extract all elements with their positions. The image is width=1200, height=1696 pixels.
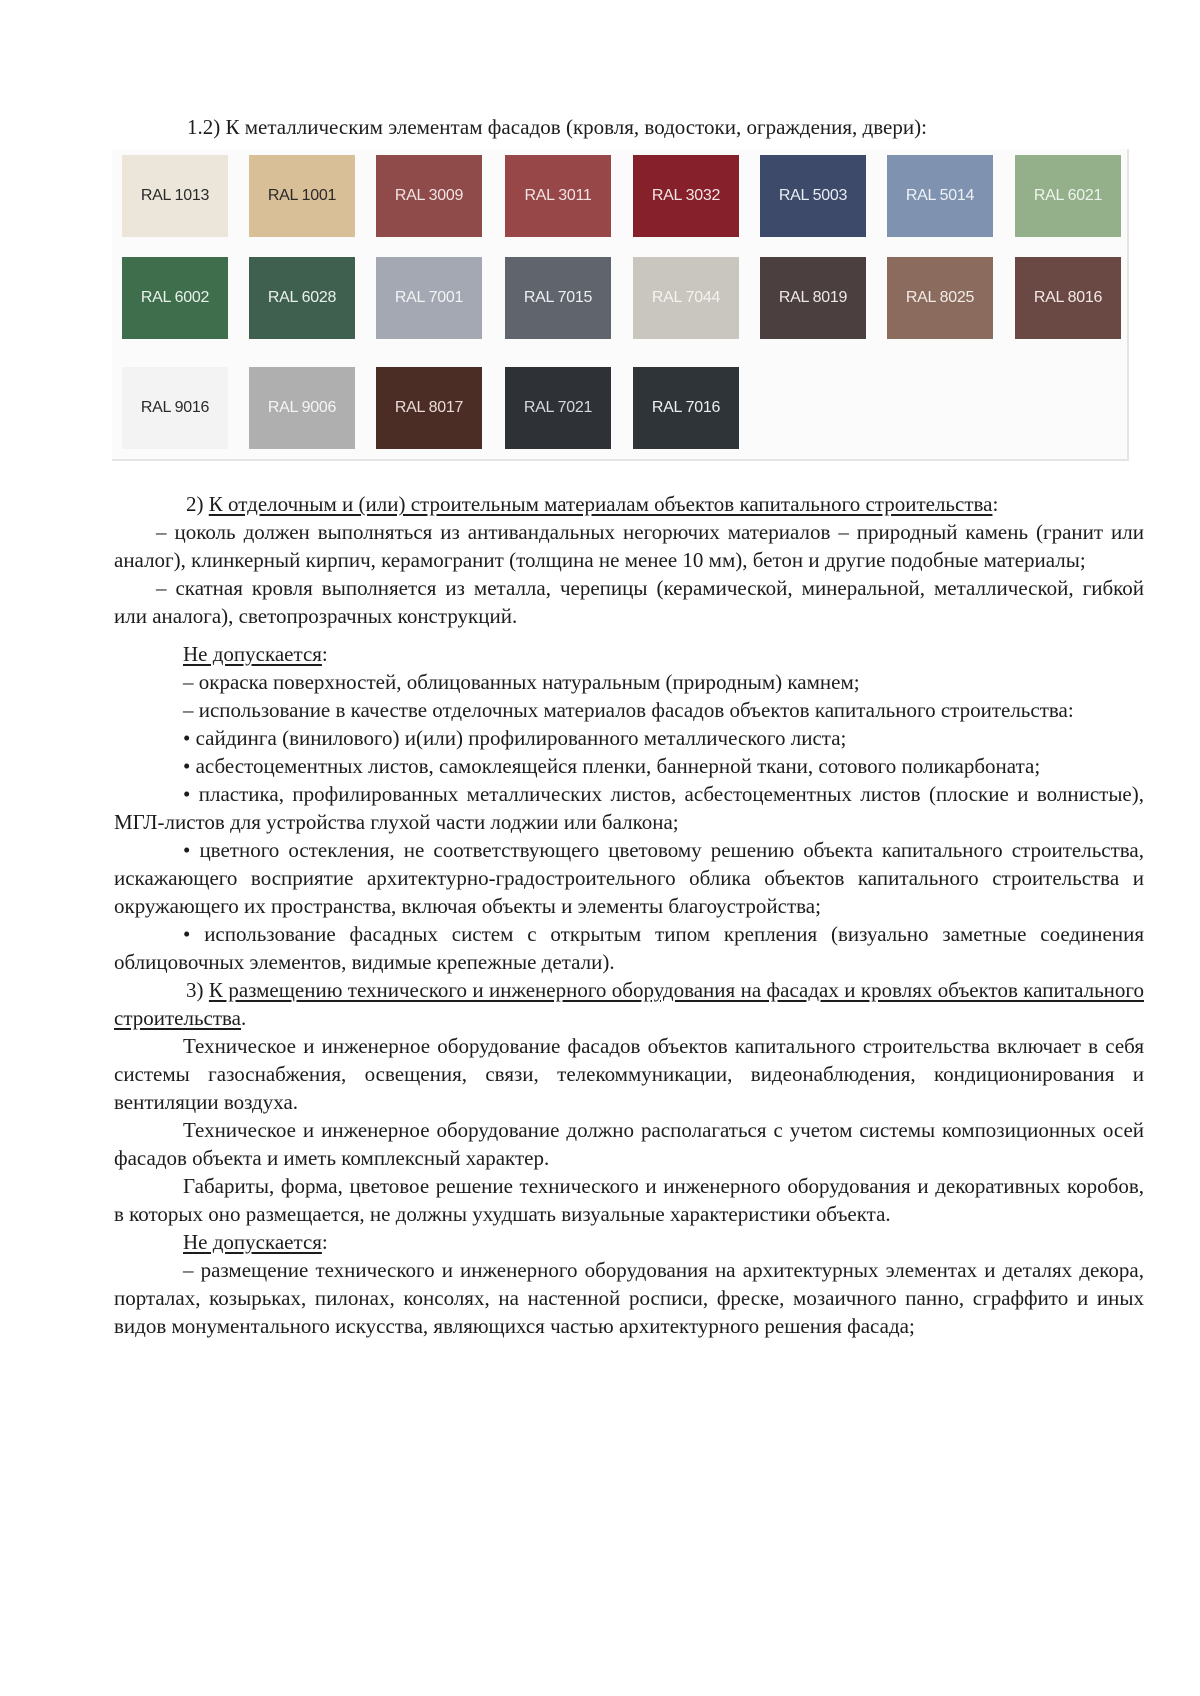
section-2-title: К отделочным и (или) строительным материалам объектов капитального строительства [208, 492, 993, 516]
color-swatch [633, 367, 739, 449]
color-swatch [249, 367, 355, 449]
prohibition-item: – использование в качестве отделочных материалов фасадов объектов капитального строительства: [183, 698, 1074, 722]
color-swatch [249, 257, 355, 339]
color-swatch [633, 257, 739, 339]
color-swatch [122, 367, 228, 449]
section-3-number: 3) [186, 978, 204, 1002]
roof-requirement: – скатная кровля выполняется из металла, черепицы (керамической, минеральной, металлической, гибкой или аналога), светопрозрачных конструкций. [114, 576, 1144, 628]
swatch-label: RAL 7021 [523, 399, 593, 416]
swatch-label: RAL 7016 [651, 399, 721, 416]
color-swatch [1015, 257, 1121, 339]
prohibited-material-item: • сайдинга (винилового) и(или) профилированного металлического листа; [183, 726, 847, 750]
prohibited-material-item: • использование фасадных систем с открытым типом крепления (визуально заметные соединения облицовочных элементов, видимые крепежные детали). [114, 922, 1144, 974]
color-swatch [760, 155, 866, 237]
not-allowed-colon: : [321, 642, 328, 666]
equipment-paragraph: Техническое и инженерное оборудование должно располагаться с учетом системы композиционных осей фасадов объекта и иметь комплексный характер. [114, 1118, 1144, 1170]
section-2-heading [114, 490, 1144, 518]
swatch-label: RAL 7001 [394, 289, 464, 306]
color-swatch [505, 155, 611, 237]
prohibited-material-item: • цветного остекления, не соответствующего цветовому решению объекта капитального строительства, искажающего восприятие архитектурно-градостроительного облика объектов капитального строительства и окружающего их пространства, включая объекты и элементы благоустройства; [114, 838, 1144, 918]
swatch-label: RAL 5014 [905, 187, 975, 204]
document-body [114, 490, 1144, 1340]
color-swatch [376, 367, 482, 449]
swatch-label: RAL 3011 [524, 187, 592, 204]
swatch-label: RAL 7015 [523, 289, 593, 306]
color-swatch [122, 155, 228, 237]
swatch-label: RAL 6021 [1033, 187, 1103, 204]
swatch-label: RAL 7044 [651, 289, 721, 306]
section-2-colon: : [992, 492, 999, 516]
color-swatch [122, 257, 228, 339]
color-swatch [760, 257, 866, 339]
swatch-label: RAL 1013 [140, 187, 210, 204]
not-allowed-heading-2 [114, 1228, 1144, 1256]
swatch-caption: 1.2) К металлическим элементам фасадов (кровля, водостоки, ограждения, двери): [187, 115, 927, 139]
swatch-label: RAL 6002 [140, 289, 210, 306]
not-allowed-label-2: Не допускается [183, 1230, 322, 1254]
swatch-label: RAL 8019 [778, 289, 848, 306]
swatch-label: RAL 3032 [651, 187, 721, 204]
section-2-number: 2) [186, 492, 204, 516]
swatch-label: RAL 6028 [267, 289, 337, 306]
not-allowed-label: Не допускается [183, 642, 322, 666]
color-swatch [376, 257, 482, 339]
not-allowed-heading [114, 640, 1144, 668]
color-swatch [633, 155, 739, 237]
color-swatch [887, 257, 993, 339]
color-swatch [249, 155, 355, 237]
plinth-requirement: – цоколь должен выполняться из антивандальных негорючих материалов – природный камень (гранит или аналог), клинкерный кирпич, керамогранит (толщина не менее 10 мм), бетон и другие подобные материалы; [114, 520, 1144, 572]
color-swatch [505, 257, 611, 339]
swatch-label: RAL 5003 [778, 187, 848, 204]
section-3-heading [114, 976, 1144, 1032]
section-3-dot: . [241, 1006, 247, 1030]
color-swatch [505, 367, 611, 449]
swatch-label: RAL 8016 [1033, 289, 1103, 306]
equipment-paragraph: Техническое и инженерное оборудование фасадов объектов капитального строительства включает в себя системы газоснабжения, освещения, связи, телекоммуникации, видеонаблюдения, кондиционирования и вентиляции воздуха. [114, 1034, 1144, 1114]
swatch-label: RAL 3009 [394, 187, 464, 204]
swatch-label: RAL 1001 [267, 187, 337, 204]
swatch-label: RAL 9006 [267, 399, 337, 416]
swatch-label: RAL 8017 [394, 399, 464, 416]
section-3-title: К размещению технического и инженерного оборудования на фасадах и кровлях объектов капитального строительства [114, 978, 1145, 1030]
swatch-label: RAL 8025 [905, 289, 975, 306]
color-swatch [376, 155, 482, 237]
prohibited-material-item: • асбестоцементных листов, самоклеящейся пленки, баннерной ткани, сотового поликарбоната; [183, 754, 1041, 778]
prohibited-material-item: • пластика, профилированных металлических листов, асбестоцементных листов (плоские и волнистые), МГЛ-листов для устройства глухой части лоджии или балкона; [114, 782, 1144, 834]
color-swatch [1015, 155, 1121, 237]
not-allowed-colon-2: : [321, 1230, 328, 1254]
swatch-label: RAL 9016 [140, 399, 210, 416]
color-swatch [887, 155, 993, 237]
equipment-paragraph: Габариты, форма, цветовое решение технического и инженерного оборудования и декоративных коробов, в которых оно размещается, не должны ухудшать визуальные характеристики объекта. [114, 1174, 1144, 1226]
prohibition-item: – окраска поверхностей, облицованных натуральным (природным) камнем; [183, 670, 860, 694]
ral-color-palette [112, 149, 1129, 461]
equipment-prohibition-item: – размещение технического и инженерного оборудования на архитектурных элементах и деталях декора, порталах, козырьках, пилонах, консолях, на настенной росписи, фреске, мозаичного панно, сграффито и иных видов монументального искусства, являющихся частью архитектурного решения фасада; [114, 1258, 1144, 1338]
